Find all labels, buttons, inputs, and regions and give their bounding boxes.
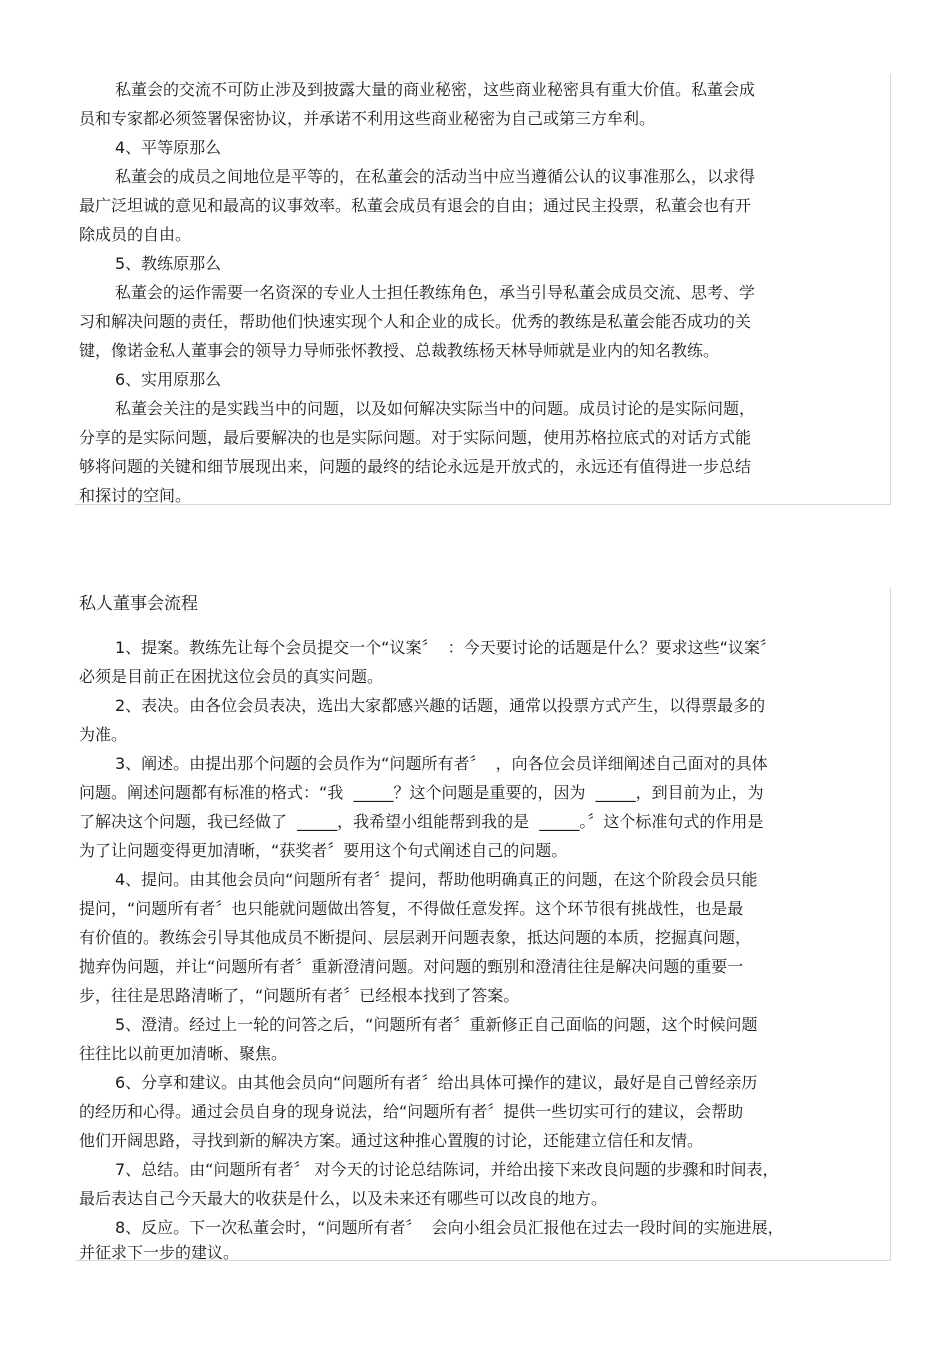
paragraph-line: 抛弃伪问题，并让“问题所有者〞重新澄清问题。对问题的甄别和澄清往往是解决问题的重要一: [79, 957, 744, 976]
paragraph-line: 的经历和心得。通过会员自身的现身说法，给“问题所有者〞提供一些切实可行的建议，会帮助: [79, 1102, 744, 1121]
paragraph-line: 7、总结。由“问题所有者〞 对今天的讨论总结陈词，并给出接下来改良问题的步骤和时间表，: [115, 1160, 779, 1179]
paragraph-line: 最后表达自己今天最大的收获是什么，以及未来还有哪些可以改良的地方。: [79, 1189, 608, 1208]
paragraph-line: 6、分享和建议。由其他会员向“问题所有者〞给出具体可操作的建议，最好是自己曾经亲历: [115, 1073, 758, 1092]
paragraph-line: 并征求下一步的建议。: [79, 1243, 240, 1262]
paragraph-line: 5、澄清。经过上一轮的问答之后，“问题所有者〞重新修正自己面临的问题，这个时候问题: [115, 1015, 758, 1034]
paragraph-line: 最广泛坦诚的意见和最高的议事效率。私董会成员有退会的自由；通过民主投票，私董会也有开: [79, 196, 752, 215]
paragraph-line: 问题。阐述问题都有标准的格式：“我 _____？这个问题是重要的，因为 _____，到目前为止，为: [79, 783, 764, 802]
paragraph-line: 3、阐述。由提出那个问题的会员作为“问题所有者〞 ，向各位会员详细阐述自己面对的具体: [115, 754, 768, 773]
paragraph-line: 4、提问。由其他会员向“问题所有者〞提问，帮助他明确真正的问题，在这个阶段会员只能: [115, 870, 758, 889]
subheading-equality: 4、平等原那么: [115, 138, 222, 157]
paragraph-line: 为准。: [79, 725, 128, 744]
paragraph-line: 为了让问题变得更加清晰，“获奖者〞要用这个句式阐述自己的问题。: [79, 841, 568, 860]
paragraph-line: 步，往往是思路清晰了，“问题所有者〞已经根本找到了答案。: [79, 986, 520, 1005]
paragraph-line: 2、表决。由各位会员表决，选出大家都感兴趣的话题，通常以投票方式产生，以得票最多的: [115, 696, 766, 715]
paragraph-line: 键，像诺金私人董事会的领导力导师张怀教授、总裁教练杨天林导师就是业内的知名教练。: [79, 341, 720, 360]
paragraph-line: 了解决这个问题，我已经做了 _____，我希望小组能帮到我的是 _____。〞这个标准句式的作用是: [79, 812, 764, 831]
paragraph-line: 够将问题的关键和细节展现出来，问题的最终的结论永远是开放式的，永远还有值得进一步总结: [79, 457, 752, 476]
paragraph-line: 除成员的自由。: [79, 225, 192, 244]
subheading-coaching: 5、教练原那么: [115, 254, 222, 273]
paragraph-line: 习和解决问题的责任，帮助他们快速实现个人和企业的成长。优秀的教练是私董会能否成功的关: [79, 312, 752, 331]
paragraph-line: 提问，“问题所有者〞也只能就问题做出答复，不得做任意发挥。这个环节很有挑战性，也是最: [79, 899, 744, 918]
paragraph-line: 往往比以前更加清晰、聚焦。: [79, 1044, 288, 1063]
paragraph-line: 私董会的成员之间地位是平等的，在私董会的活动当中应当遵循公认的议事准那么，以求得: [115, 167, 756, 186]
paragraph-line: 必须是目前正在困扰这位会员的真实问题。: [79, 667, 384, 686]
document-section-process: [75, 588, 891, 1261]
paragraph-line: 私董会的交流不可防止涉及到披露大量的商业秘密，这些商业秘密具有重大价值。私董会成: [115, 80, 756, 99]
paragraph-line: 1、提案。教练先让每个会员提交一个“议案〞 ：今天要讨论的话题是什么？要求这些“议案〞: [115, 638, 776, 657]
paragraph-line: 员和专家都必须签署保密协议，并承诺不利用这些商业秘密为自己或第三方牟利。: [79, 109, 656, 128]
document-section-principles: [75, 74, 891, 505]
paragraph-line: 有价值的。教练会引导其他成员不断提问、层层剥开问题表象，抵达问题的本质，挖掘真问题，: [79, 928, 752, 947]
paragraph-line: 他们开阔思路，寻找到新的解决方案。通过这种推心置腹的讨论，还能建立信任和友情。: [79, 1131, 704, 1150]
subheading-practical: 6、实用原那么: [115, 370, 222, 389]
paragraph-line: 分享的是实际问题，最后要解决的也是实际问题。对于实际问题，使用苏格拉底式的对话方式能: [79, 428, 752, 447]
paragraph-line: 8、反应。下一次私董会时，“问题所有者〞 会向小组会员汇报他在过去一段时间的实施进展，: [115, 1218, 784, 1237]
section-title: 私人董事会流程: [79, 594, 198, 614]
paragraph-line: 私董会关注的是实践当中的问题，以及如何解决实际当中的问题。成员讨论的是实际问题，: [115, 399, 756, 418]
paragraph-line: 和探讨的空间。: [79, 486, 192, 505]
paragraph-line: 私董会的运作需要一名资深的专业人士担任教练角色，承当引导私董会成员交流、思考、学: [115, 283, 756, 302]
